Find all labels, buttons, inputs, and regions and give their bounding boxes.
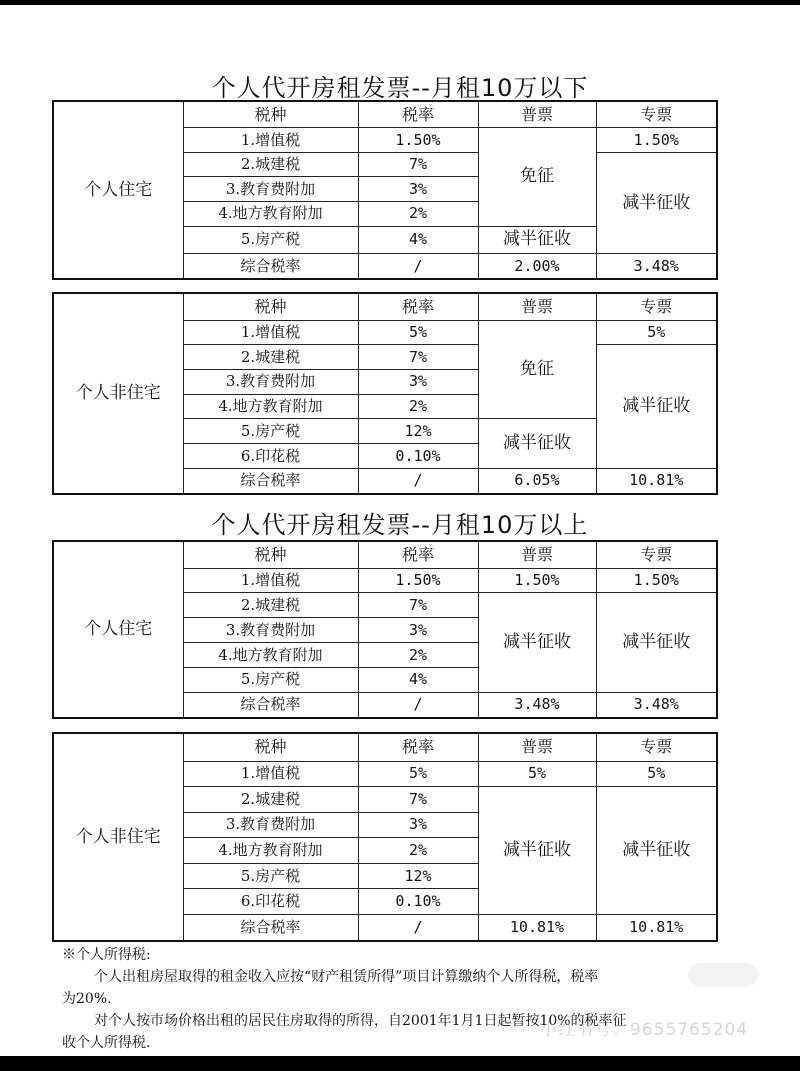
top-black-bar	[0, 0, 800, 5]
tax-name: 1.增值税	[183, 568, 358, 593]
tax-rate: 5%	[358, 761, 478, 787]
header-tax-rate: 税率	[358, 293, 478, 320]
tax-rate: 5%	[358, 320, 478, 345]
tax-rate: 12%	[358, 863, 478, 889]
tax-rate: 7%	[358, 787, 478, 813]
total-special: 3.48%	[596, 692, 717, 718]
notes-paragraph-2: 对个人按市场价格出租的居民住房取得的所得，自2001年1月1日起暂按10%的税率征	[94, 1013, 627, 1029]
ordinary-half: 减半征收	[478, 787, 596, 915]
header-tax-rate: 税率	[358, 733, 478, 761]
table-header-row	[53, 101, 717, 128]
tax-name: 5.房产税	[183, 226, 358, 254]
tax-name: 1.增值税	[183, 128, 358, 153]
total-special: 3.48%	[596, 254, 717, 279]
special-vat: 1.50%	[596, 128, 717, 153]
notes-heading: ※个人所得税:	[62, 947, 151, 963]
tax-rate: 1.50%	[358, 568, 478, 593]
tax-rate: 3%	[358, 177, 478, 202]
category-cell: 个人住宅	[53, 541, 183, 718]
total-ordinary: 6.05%	[478, 468, 596, 494]
tax-rate: 3%	[358, 812, 478, 838]
special-half: 减半征收	[596, 593, 717, 692]
tax-rate: 2%	[358, 394, 478, 419]
tax-name: 4.地方教育附加	[183, 394, 358, 419]
tax-rate: 2%	[358, 201, 478, 226]
header-special-invoice: 专票	[596, 733, 717, 761]
total-label: 综合税率	[183, 915, 358, 941]
tax-name: 3.教育费附加	[183, 812, 358, 838]
tax-name: 3.教育费附加	[183, 370, 358, 395]
header-ordinary-invoice: 普票	[478, 541, 596, 568]
notes-paragraph-1-cont: 为20%.	[62, 991, 112, 1007]
ordinary-half: 减半征收	[478, 419, 596, 468]
total-label: 综合税率	[183, 468, 358, 494]
title-above-100k: 个人代开房租发票--月租10万以上	[211, 511, 589, 539]
tax-name: 6.印花税	[183, 444, 358, 469]
tax-name: 2.城建税	[183, 593, 358, 618]
tax-rate: 0.10%	[358, 444, 478, 469]
header-tax-type: 税种	[183, 541, 358, 568]
ordinary-exempt: 免征	[478, 320, 596, 419]
watermark-logo	[688, 963, 758, 987]
total-rate: /	[358, 254, 478, 279]
category-cell: 个人住宅	[53, 101, 183, 279]
header-ordinary-invoice: 普票	[478, 293, 596, 320]
tax-name: 2.城建税	[183, 152, 358, 177]
category-cell: 个人非住宅	[53, 293, 183, 494]
title-below-100k: 个人代开房租发票--月租10万以下	[211, 74, 589, 102]
header-ordinary-invoice: 普票	[478, 733, 596, 761]
tax-name: 4.地方教育附加	[183, 838, 358, 864]
category-cell: 个人非住宅	[53, 733, 183, 941]
table-header-row	[53, 293, 717, 320]
total-label: 综合税率	[183, 692, 358, 718]
tax-rate: 0.10%	[358, 889, 478, 915]
tax-name: 3.教育费附加	[183, 177, 358, 202]
special-vat: 5%	[596, 761, 717, 787]
special-half: 减半征收	[596, 152, 717, 253]
table-nonresidential-below-100k	[52, 292, 718, 495]
total-label: 综合税率	[183, 254, 358, 279]
tax-name: 1.增值税	[183, 320, 358, 345]
special-vat: 5%	[596, 320, 717, 345]
ordinary-half: 减半征收	[478, 593, 596, 692]
bottom-black-bar	[0, 1056, 800, 1071]
tax-name: 5.房产税	[183, 667, 358, 692]
tax-rate: 4%	[358, 667, 478, 692]
total-special: 10.81%	[596, 915, 717, 941]
table-residential-above-100k	[52, 540, 718, 719]
total-rate: /	[358, 692, 478, 718]
total-ordinary: 2.00%	[478, 254, 596, 279]
tax-rate: 12%	[358, 419, 478, 444]
header-special-invoice: 专票	[596, 293, 717, 320]
total-rate: /	[358, 468, 478, 494]
table-header-row	[53, 541, 717, 568]
ordinary-vat: 5%	[478, 761, 596, 787]
tax-rate: 4%	[358, 226, 478, 254]
tax-rate: 2%	[358, 838, 478, 864]
tax-name: 5.房产税	[183, 863, 358, 889]
tax-rate: 2%	[358, 643, 478, 668]
tax-rate: 3%	[358, 370, 478, 395]
header-special-invoice: 专票	[596, 101, 717, 128]
total-special: 10.81%	[596, 468, 717, 494]
header-tax-type: 税种	[183, 733, 358, 761]
tax-name: 2.城建税	[183, 787, 358, 813]
table-nonresidential-above-100k	[52, 732, 718, 942]
tax-name: 6.印花税	[183, 889, 358, 915]
table-header-row	[53, 733, 717, 761]
tax-name: 5.房产税	[183, 419, 358, 444]
header-special-invoice: 专票	[596, 541, 717, 568]
total-rate: /	[358, 915, 478, 941]
total-ordinary: 10.81%	[478, 915, 596, 941]
header-tax-rate: 税率	[358, 541, 478, 568]
total-ordinary: 3.48%	[478, 692, 596, 718]
tax-rate: 1.50%	[358, 128, 478, 153]
tax-rate: 7%	[358, 152, 478, 177]
special-half: 减半征收	[596, 787, 717, 915]
tax-name: 1.增值税	[183, 761, 358, 787]
special-vat: 1.50%	[596, 568, 717, 593]
tax-rate: 7%	[358, 345, 478, 370]
tax-name: 2.城建税	[183, 345, 358, 370]
tax-rate: 3%	[358, 618, 478, 643]
header-tax-type: 税种	[183, 101, 358, 128]
special-half: 减半征收	[596, 345, 717, 469]
notes-paragraph-2-cont: 收个人所得税.	[62, 1035, 151, 1051]
ordinary-vat: 1.50%	[478, 568, 596, 593]
table-residential-below-100k	[52, 100, 718, 280]
ordinary-exempt: 免征	[478, 128, 596, 226]
tax-name: 4.地方教育附加	[183, 201, 358, 226]
tax-name: 4.地方教育附加	[183, 643, 358, 668]
header-ordinary-invoice: 普票	[478, 101, 596, 128]
watermark-text: 小红书号：9655765204	[540, 1020, 749, 1040]
ordinary-half: 减半征收	[478, 226, 596, 254]
tax-rate: 7%	[358, 593, 478, 618]
header-tax-type: 税种	[183, 293, 358, 320]
header-tax-rate: 税率	[358, 101, 478, 128]
tax-name: 3.教育费附加	[183, 618, 358, 643]
notes-paragraph-1: 个人出租房屋取得的租金收入应按“财产租赁所得”项目计算缴纳个人所得税，税率	[94, 969, 599, 985]
